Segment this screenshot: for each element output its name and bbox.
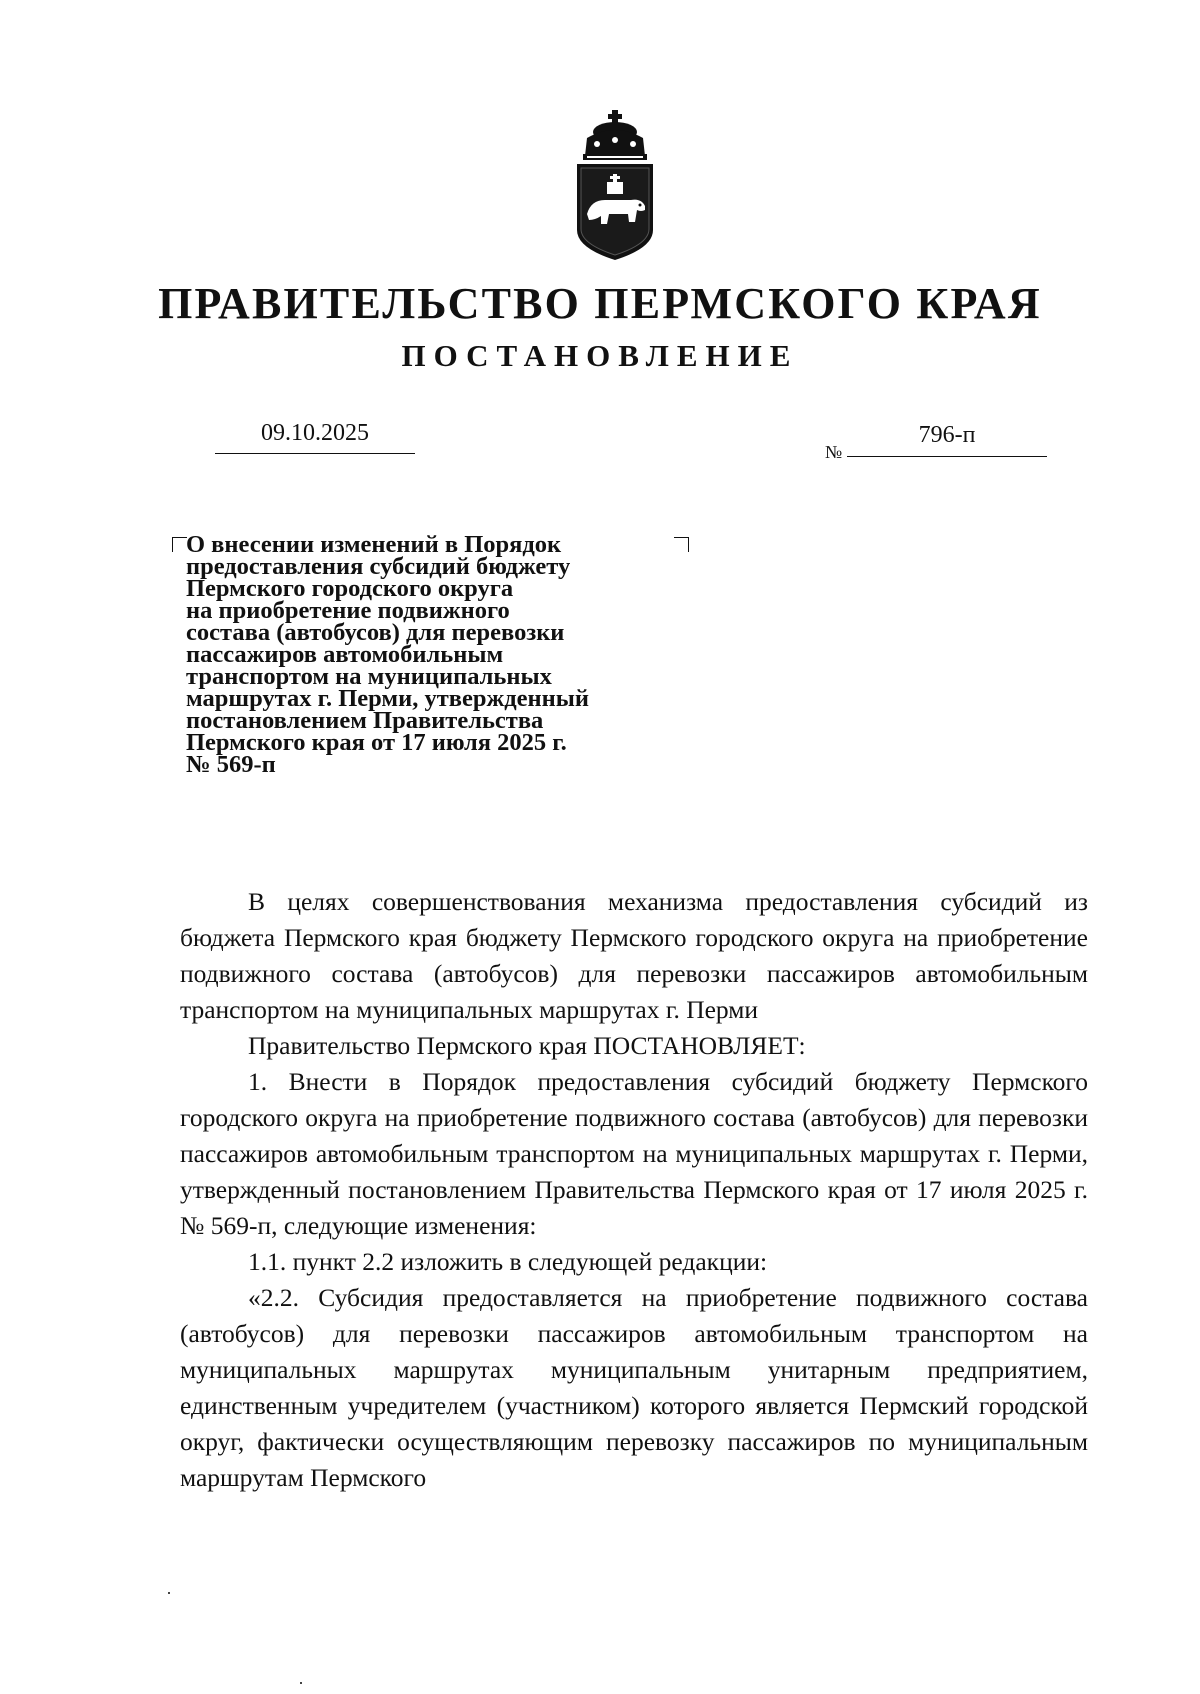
subject-line: транспортом на муниципальных xyxy=(186,663,552,690)
subject-line: постановлением Правительства xyxy=(186,707,544,734)
document-date: 09.10.2025 xyxy=(215,420,415,454)
document-body xyxy=(180,884,1088,1496)
preamble-paragraph: В целях совершенствования механизма предоставления субсидий из бюджета Пермского края бюджету Пермского городского округа на приобретение подвижного состава (автобусов) для перевозки пассажиров автомобильным транспортом на муниципальных маршрутах г. Перми xyxy=(180,887,1088,1024)
resolution-paragraph: Правительство Пермского края ПОСТАНОВЛЯЕТ: xyxy=(248,1031,806,1060)
subject-line: Пермского городского округа xyxy=(186,575,514,602)
subject-corner-left xyxy=(172,537,187,552)
subject-line: Пермского края от 17 июля 2025 г. xyxy=(186,729,567,756)
organization-title: ПРАВИТЕЛЬСТВО ПЕРМСКОГО КРАЯ xyxy=(158,279,1042,328)
subject-line: пассажиров автомобильным xyxy=(186,641,504,668)
number-sign: № xyxy=(825,442,843,462)
scan-speck xyxy=(168,1592,170,1594)
document-number: 796-п xyxy=(847,420,1047,457)
clause-1-1-paragraph: 1.1. пункт 2.2 изложить в следующей редакции: xyxy=(248,1247,768,1276)
subject-line: О внесении изменений в Порядок xyxy=(186,531,562,558)
coat-of-arms-icon xyxy=(565,110,665,260)
subject-line: предоставления субсидий бюджету xyxy=(186,553,571,580)
subject-corner-right xyxy=(674,537,689,552)
scan-speck xyxy=(300,1682,302,1684)
subject-line: состава (автобусов) для перевозки xyxy=(186,619,565,646)
subject-line: на приобретение подвижного xyxy=(186,597,510,624)
clause-1-paragraph: 1. Внести в Порядок предоставления субсидий бюджету Пермского городского округа на приобретение подвижного состава (автобусов) для перевозки пассажиров автомобильным транспортом на муниципальных маршрутах г. Перми, утвержденный постановлением Правительства Пермского края от 17 июля 2025 г. № 569-п, следующие изменения: xyxy=(180,1067,1088,1240)
subject-line: № 569-п xyxy=(186,751,276,778)
document-type: ПОСТАНОВЛЕНИЕ xyxy=(401,338,799,373)
subject-line: маршрутах г. Перми, утвержденный xyxy=(186,685,589,712)
document-subject xyxy=(186,531,676,778)
clause-2-2-paragraph: «2.2. Субсидия предоставляется на приобретение подвижного состава (автобусов) для перевозки пассажиров автомобильным транспортом на муниципальных маршрутах муниципальным унитарным предприятием, единственным учредителем (участником) которого является Пермский городской округ, фактически осуществляющим перевозку пассажиров по муниципальным маршрутам Пермского xyxy=(180,1283,1088,1492)
